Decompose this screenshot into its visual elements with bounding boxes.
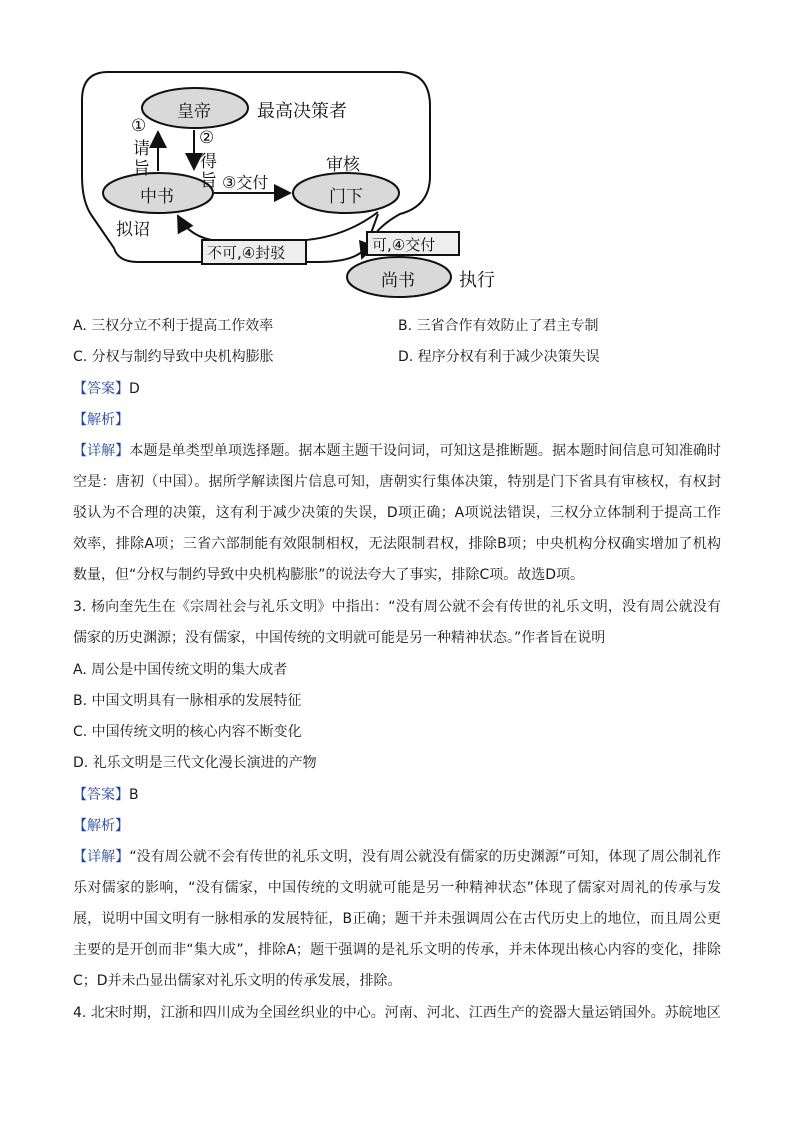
q2-detail [73, 436, 721, 591]
q3-detail-text: “没有周公就不会有传世的礼乐文明，没有周公就没有儒家的历史渊源”可知，体现了周公制礼作乐对儒家的影响，“没有儒家，中国传统的文明就可能是另一种精神状态”体现了儒家对周礼的传承与发展，说明中国文明有一脉相承的发展特征，B正确；题干并未强调周公在古代历史上的地位，而且周公更主要的是开创而非“集大成”，排除A；题干强调的是礼乐文明的传承，并未体现出核心内容的变化，排除C；D并未凸显出儒家对礼乐文明的传承发展，排除。 [73, 849, 721, 989]
request-step-number: ① [131, 116, 147, 136]
q3-answer [73, 785, 139, 805]
execute-label: 执行 [459, 270, 495, 291]
receive-char-2: 旨 [200, 171, 217, 191]
q3-option-a: A. 周公是中国传统文明的集大成者 [73, 662, 288, 678]
government-process-diagram [78, 66, 508, 306]
q4-stem: 4. 北宋时期，江浙和四川成为全国丝织业的中心。河南、河北、江西生产的瓷器大量运销国外。苏皖地区 [73, 1005, 721, 1021]
emperor-label: 皇帝 [177, 102, 211, 122]
q3-detail-tag: 【详解】 [73, 849, 130, 865]
request-char-2: 旨 [133, 159, 150, 179]
q2-detail-tag: 【详解】 [73, 443, 130, 459]
q3-detail [73, 842, 721, 997]
reject-arrow [178, 212, 378, 241]
q2-answer-value: D [129, 381, 140, 397]
request-char-1: 请 [133, 139, 150, 159]
q2-answer-tag: 【答案】 [73, 381, 129, 397]
q2-option-c: C. 分权与制约导致中央机构膨胀 [73, 349, 274, 365]
q3-analysis-tag: 【解析】 [73, 818, 129, 834]
q3-stem: 3. 杨向奎先生在《宗周社会与礼乐文明》中指出：“没有周公就不会有传世的礼乐文明，没有周公就没有儒家的历史渊源；没有儒家，中国传统的文明就可能是另一种精神状态。”作者旨在说明 [73, 599, 721, 646]
menxia-label: 门下 [329, 187, 363, 207]
approve-label: 可,④交付 [372, 236, 436, 254]
draft-label: 拟诏 [116, 220, 150, 240]
q2-option-a: A. 三权分立不利于提高工作效率 [73, 318, 274, 334]
q3-option-b: B. 中国文明具有一脉相承的发展特征 [73, 693, 302, 709]
q2-option-b: B. 三省合作有效防止了君主专制 [398, 318, 599, 334]
receive-step-number: ② [199, 128, 215, 148]
review-label: 审核 [326, 155, 360, 175]
emperor-role-label: 最高决策者 [257, 101, 347, 122]
zhongshu-label: 中书 [140, 187, 174, 207]
q3-option-c: C. 中国传统文明的核心内容不断变化 [73, 724, 302, 740]
receive-char-1: 得 [200, 152, 217, 172]
q3-answer-value: B [129, 787, 139, 803]
deliver-label: ③交付 [222, 173, 269, 192]
q3-answer-tag: 【答案】 [73, 787, 129, 803]
reject-label: 不可,④封驳 [207, 244, 286, 262]
q2-analysis-tag: 【解析】 [73, 412, 129, 428]
q2-answer [73, 379, 140, 399]
shangshu-label: 尚书 [381, 271, 415, 291]
q3-option-d: D. 礼乐文明是三代文化漫长演进的产物 [73, 755, 317, 771]
q2-option-d: D. 程序分权有利于减少决策失误 [398, 349, 600, 365]
q2-detail-text: 本题是单类型单项选择题。据本题主题干设问词，可知这是推断题。据本题时间信息可知准确时空是：唐初（中国）。据所学解读图片信息可知，唐朝实行集体决策，特别是门下省具有审核权，有权封驳认为不合理的决策，这有利于减少决策的失误，D项正确；A项说法错误，三权分立体制利于提高工作效率，排除A项；三省六部制能有效限制相权，无法限制君权，排除B项；中央机构分权确实增加了机构数量，但“分权与制约导致中央机构膨胀”的说法夸大了事实，排除C项。故选D项。 [73, 443, 722, 583]
